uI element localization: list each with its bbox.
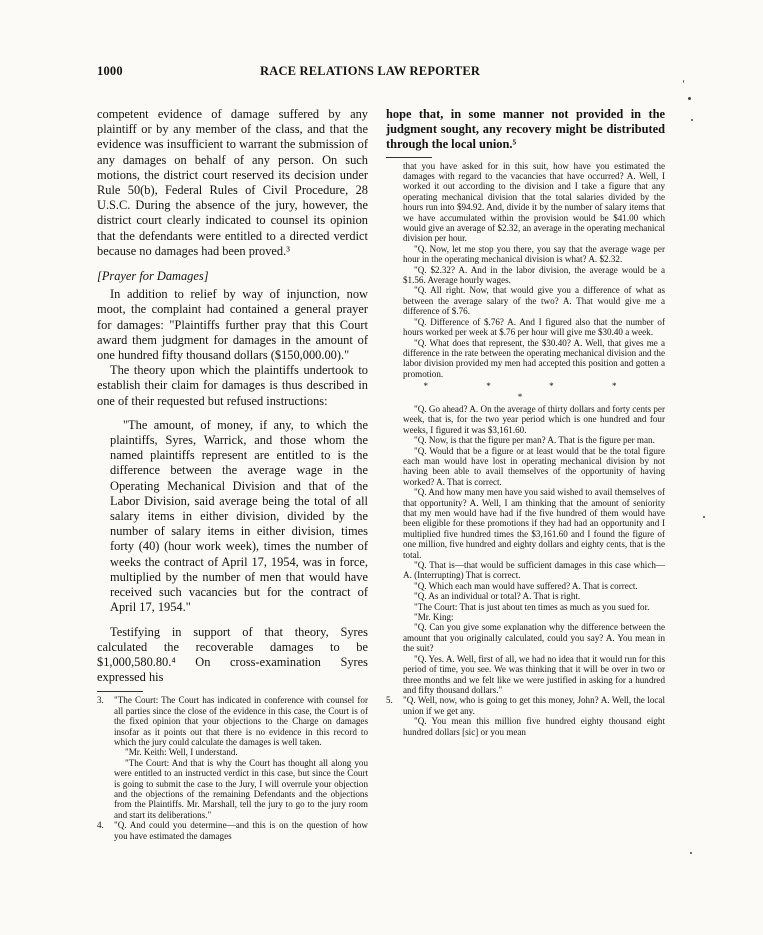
scan-speck [690,852,692,854]
footnote-paragraph: "Q. And how many men have you said wished to avail themselves of that opportunity? A. Well, I am thinking that the amount of seniority that my men would have had if the five hundred of them would have been eligible for these promotions if they had had an opportunity and I multiplied five hundred times the $3,161.60 and I found the figure of one million, five hundred and eighty dollars and eighty cents, that is the total. [403,487,665,560]
footnote-paragraph: "Mr. Keith: Well, I understand. [125,747,238,758]
running-title: RACE RELATIONS LAW REPORTER [260,64,481,78]
footnote-paragraph: "Q. Now, let me stop you there, you say that the average wage per hour in the operating mechanical division is what? A. $2.32. [403,243,665,265]
footnote-paragraph: "Q. Go ahead? A. On the average of thirty dollars and forty cents per week, that is, for the two year period which is one hundred and four weeks, I figured it was $3,161.60. [403,403,665,435]
footnote-paragraph: "Q. That is—that would be sufficient damages in this case which—A. (Interrupting) That is correct. [403,560,665,581]
footnote-rule [97,691,143,692]
footnote-4 [97,820,368,841]
ellipsis-stars: * * * * * [423,381,645,402]
left-paragraph-1: competent evidence of damage suffered by any plaintiff or by any member of the class, and that the evidence was insufficient to warrant the submission of any damages on behalf of any person. On such motions, the district court reserved its decision under Rule 50(b), Federal Rules of Civil Procedure, 28 U.S.C. During the absence of the jury, however, the district court clearly indicated to counsel its opinion that the defendants were entitled to a directed verdict because no damages had been proved.³ [97,107,368,258]
footnote-rule [386,157,432,158]
footnote-paragraph: "Q. As an individual or total? A. That is right. [414,591,581,602]
section-heading: [Prayer for Damages] [97,269,209,284]
footnote-paragraph: "Q. Would that be a figure or at least would that be the total figure each man would have lost in operating mechanical division by not having been able to avail themselves of the opportunity of having worked? A. That is correct. [403,445,665,487]
footnote-number: 5. [386,695,393,706]
footnote-paragraph: that you have asked for in this suit, how have you estimated the damages with regard to the vacancies that have occurred? A. Well, I worked it out according to the division and I take a figure that any operating mechanical division that the total salaries divided by the hours run into $94.92. And, divide it by the number of salary items that we have accumulated within the provision would be $41.00 which would give an average of $2.32, an average in the operating mechanical division per hour. [403,160,665,244]
scan-speck [688,97,691,100]
footnote-5 [386,695,665,737]
footnote-paragraph: "The Court: And that is why the Court has thought all along you were entitled to an instructed verdict in this case, but since the Court is going to submit the case to the Jury, I will overrule your objection and the objections of the remaining Defendants and the objections from the Plaintiffs. Mr. Marshall, tell the jury to go to the jury room and start its deliberations." [114,757,368,820]
footnote-paragraph: "Q. Yes. A. Well, first of all, we had no idea that it would run for this period of time, you see. We was thinking that it will be over in two or three months and we felt like we were justified in asking for a hundred and fifty thousand dollars." [403,653,665,695]
footnote-number: 4. [97,820,104,831]
footnote-paragraph: "Q. $2.32? A. And in the labor division, the average would be a $1.56. Average hourly wages. [403,264,665,286]
scan-speck [691,119,693,121]
scan-speck [703,516,705,518]
footnote-paragraph: "Mr. King: [414,612,454,623]
footnote-paragraph: "The Court: That is just about ten times as much as you sued for. [414,601,650,612]
requested-instruction-quote: "The amount, of money, if any, to which the plaintiffs, Syres, Warrick, and those whom the named plaintiffs represent are entitled to is the difference between the average wage in the Operating Mechanical Division and that of the Labor Division, said average being the total of all salary items in either division, divided by the number of salary items in either division, times forty (40) (hour work week), times the number of weeks the contract of April 17, 1954, was in force, multiplied by the number of men that would have received such vacancies but for the contract of April 17, 1954." [110,417,368,615]
footnote-4-continued [403,161,665,696]
footnote-paragraph: "Q. Can you give some explanation why the difference between the amount that you originally calculated, could you say? A. You mean in the suit? [403,622,665,654]
right-paragraph-1: hope that, in some manner not provided in the judgment sought, any recovery might be distributed through the local union.⁵ [386,107,665,152]
footnote-paragraph: "Q. And could you determine—and this is on the question of how you have estimated the damages [114,820,368,841]
footnote-number: 3. [97,695,104,706]
left-paragraph-3: The theory upon which the plaintiffs undertook to establish their claim for damages is thus described in one of their requested but refused instructions: [97,363,368,408]
footnote-paragraph: "Q. Well, now, who is going to get this money, John? A. Well, the local union if we get any. [403,695,665,716]
footnote-paragraph: "Q. Now, is that the figure per man? A. That is the figure per man. [414,435,655,446]
left-paragraph-4: Testifying in support of that theory, Syres calculated the recoverable damages to be $1,000,580.80.⁴ On cross-examination Syres expressed his [97,624,368,685]
footnote-paragraph: "Q. All right. Now, that would give you a difference of what as between the average salary of the two? A. That would give me a difference of $.76. [403,285,665,317]
footnote-paragraph: "The Court: The Court has indicated in conference with counsel for all parties since the close of the evidence in this case, the Court is of the fixed opinion that your objections to the Charge on damages insofar as it points out that there is no evidence in this record to which the jury could calculate the damages is well taken. [114,695,368,747]
scan-speck [683,80,684,83]
left-paragraph-2: In addition to relief by way of injunction, now moot, the complaint had contained a general prayer for damages: "Plaintiffs further pray that this Court award them judgment for damages in the amount of one hundred fifty thousand dollars ($150,000.00)." [97,287,368,363]
footnote-paragraph: "Q. What does that represent, the $30.40? A. Well, that gives me a difference in the rate between the operating mechanical division and the labor division provided my men had accepted this position and gotten a promotion. [403,337,665,379]
left-column [97,107,368,841]
footnote-paragraph: "Q. You mean this million five hundred eighty thousand eight hundred dollars [sic] or you mean [403,716,665,737]
right-column [386,107,665,737]
footnote-3 [97,695,368,820]
page-number: 1000 [97,64,123,78]
footnote-paragraph: "Q. Difference of $.76? A. And I figured also that the number of hours worked per week at $.76 per hour will give me $30.40 a week. [403,316,665,338]
footnote-paragraph: "Q. Which each man would have suffered? A. That is correct. [414,580,638,591]
